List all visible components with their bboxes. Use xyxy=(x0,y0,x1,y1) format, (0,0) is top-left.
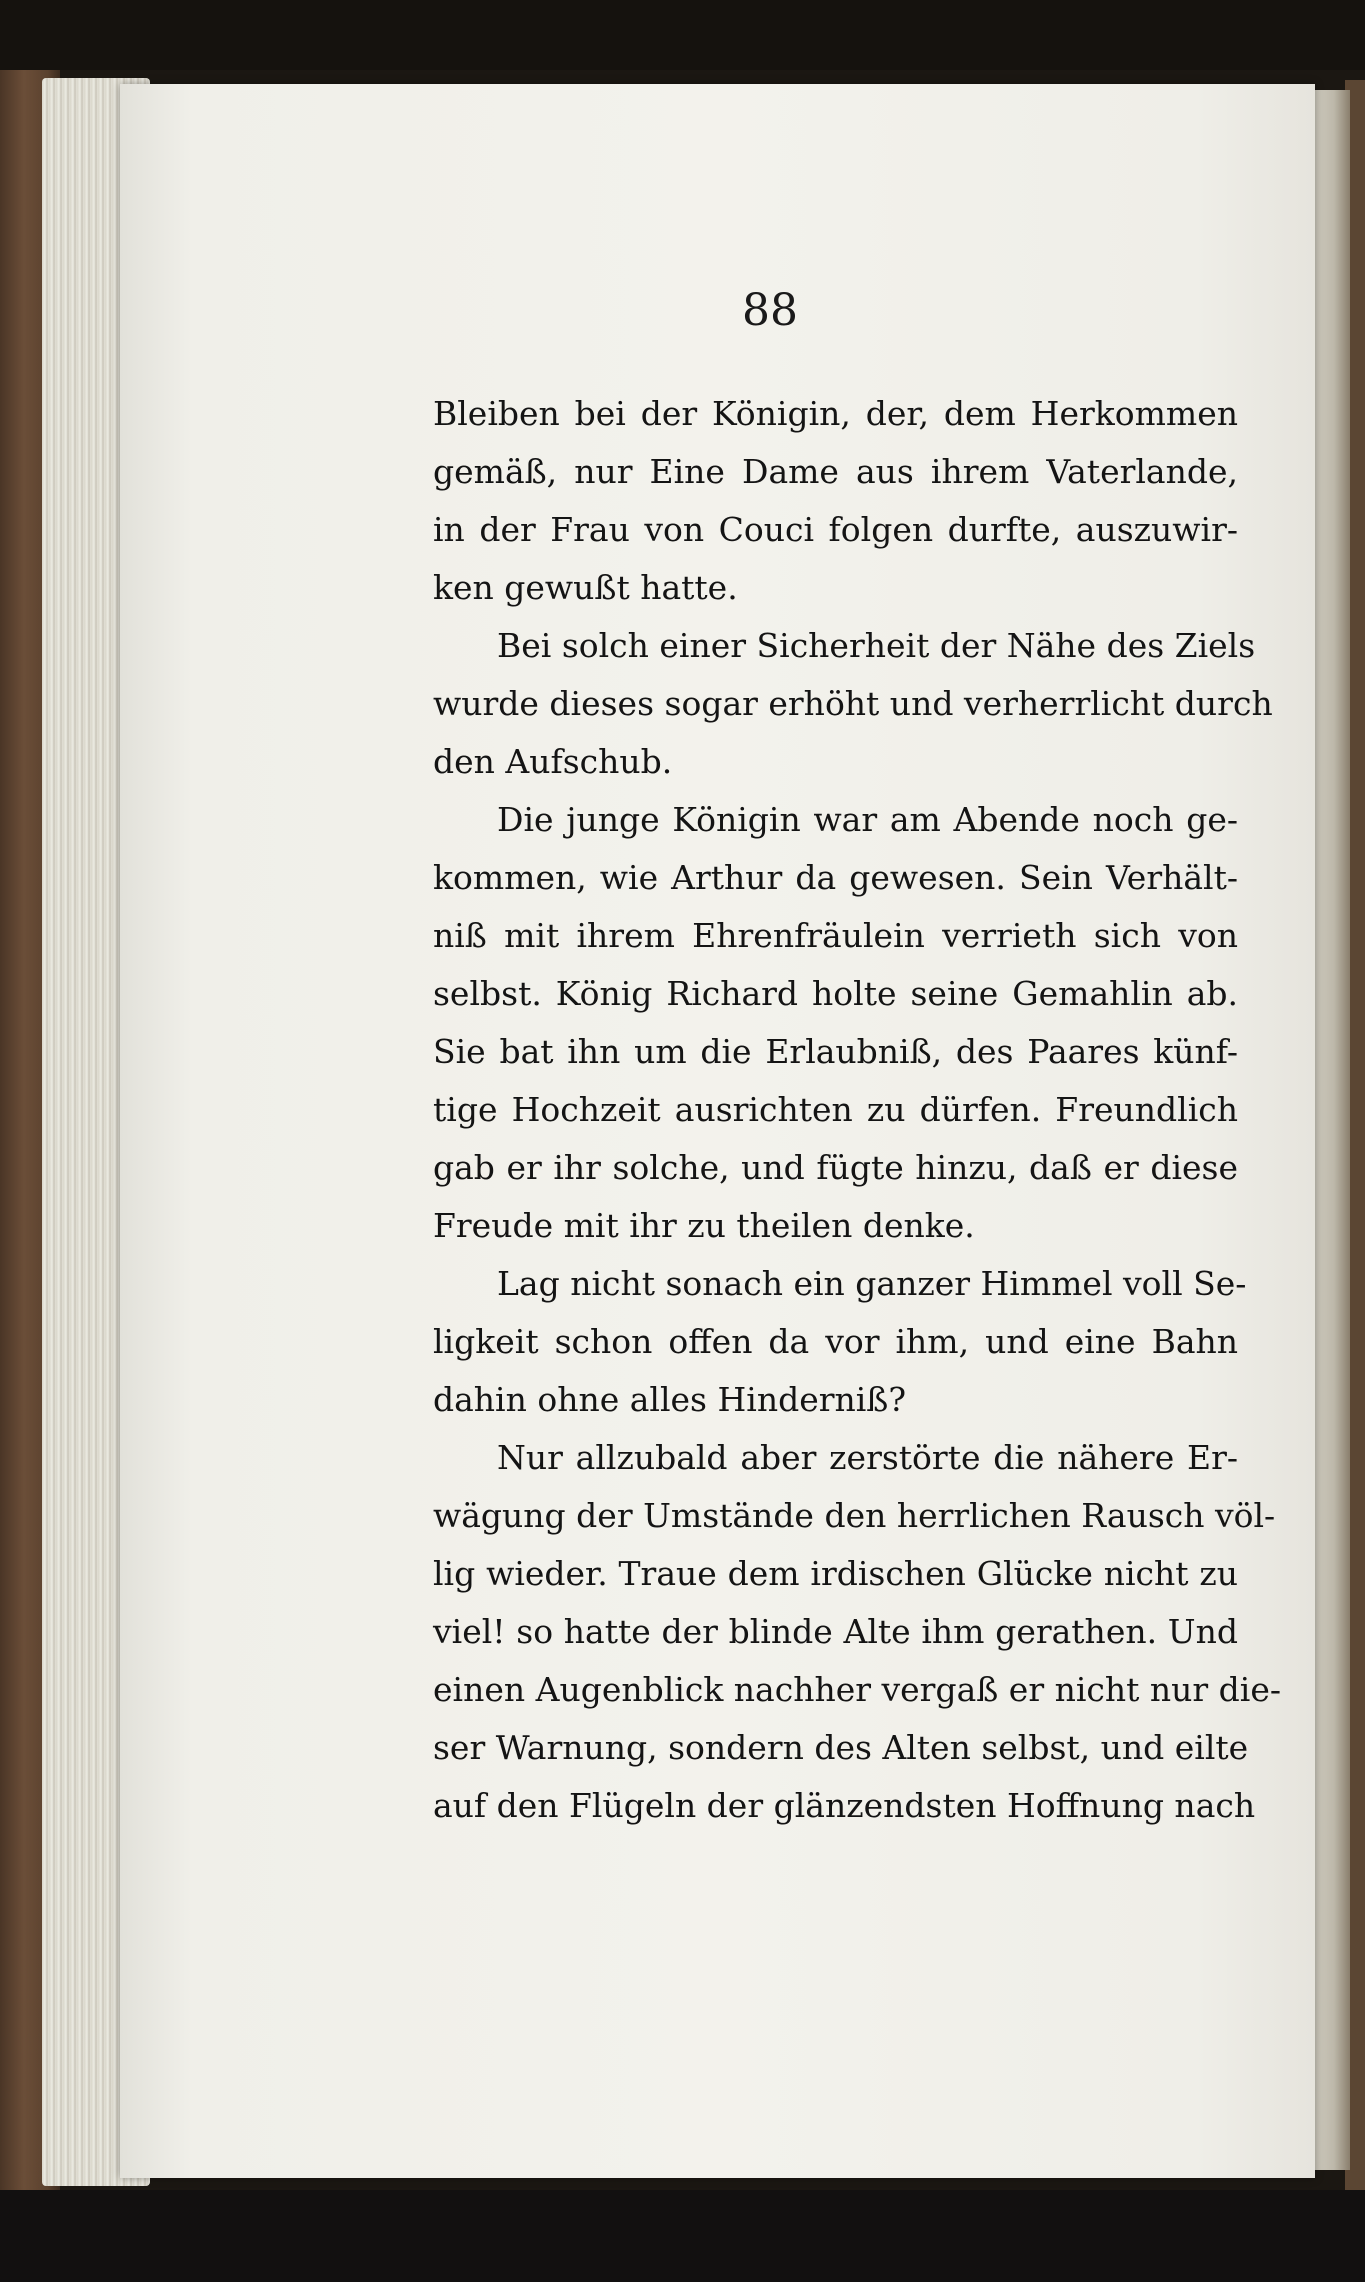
text-line: niß mit ihrem Ehrenfräulein verrieth sich von xyxy=(433,916,1238,955)
text-line: Nur allzubald aber zerstörte die nähere Er- xyxy=(497,1438,1238,1477)
text-line: Bei solch einer Sicherheit der Nähe des Ziels xyxy=(497,626,1256,665)
text-line: ser Warnung, sondern des Alten selbst, und eilte xyxy=(433,1728,1249,1767)
text-line: Sie bat ihn um die Erlaubniß, des Paares künf- xyxy=(433,1032,1238,1071)
text-line: tige Hochzeit ausrichten zu dürfen. Freundlich xyxy=(433,1090,1238,1129)
text-line: auf den Flügeln der glänzendsten Hoffnung nach xyxy=(433,1786,1256,1825)
text-line: Die junge Königin war am Abende noch ge- xyxy=(497,800,1238,839)
text-line: einen Augenblick nachher vergaß er nicht nur die- xyxy=(433,1670,1282,1709)
text-line: Freude mit ihr zu theilen denke. xyxy=(433,1206,975,1245)
text-line: den Aufschub. xyxy=(433,742,673,781)
text-line: ken gewußt hatte. xyxy=(433,568,738,607)
text-line: kommen, wie Arthur da gewesen. Sein Verhält- xyxy=(433,858,1238,897)
text-line: selbst. König Richard holte seine Gemahlin ab. xyxy=(433,974,1238,1013)
text-line: gab er ihr solche, und fügte hinzu, daß er diese xyxy=(433,1148,1238,1187)
text-line: ligkeit schon offen da vor ihm, und eine Bahn xyxy=(433,1322,1238,1361)
text-line: dahin ohne alles Hinderniß? xyxy=(433,1380,907,1419)
background-top xyxy=(0,0,1365,70)
page-number-container xyxy=(0,285,1365,336)
text-line: wägung der Umstände den herrlichen Rausch völ- xyxy=(433,1496,1276,1535)
text-line: viel! so hatte der blinde Alte ihm gerathen. Und xyxy=(433,1612,1238,1651)
text-line: Lag nicht sonach ein ganzer Himmel voll Se- xyxy=(497,1264,1247,1303)
body-text xyxy=(433,385,1282,1835)
text-line: wurde dieses sogar erhöht und verherrlicht durch xyxy=(433,684,1273,723)
text-line: in der Frau von Couci folgen durfte, auszuwir- xyxy=(433,510,1238,549)
text-line: gemäß, nur Eine Dame aus ihrem Vaterlande, xyxy=(433,452,1238,491)
page-number: 88 xyxy=(742,285,798,336)
text-line: Bleiben bei der Königin, der, dem Herkommen xyxy=(433,394,1238,433)
background-bottom xyxy=(0,2190,1365,2282)
facing-page-edge xyxy=(1310,90,1350,2170)
text-line: lig wieder. Traue dem irdischen Glücke nicht zu xyxy=(433,1554,1238,1593)
